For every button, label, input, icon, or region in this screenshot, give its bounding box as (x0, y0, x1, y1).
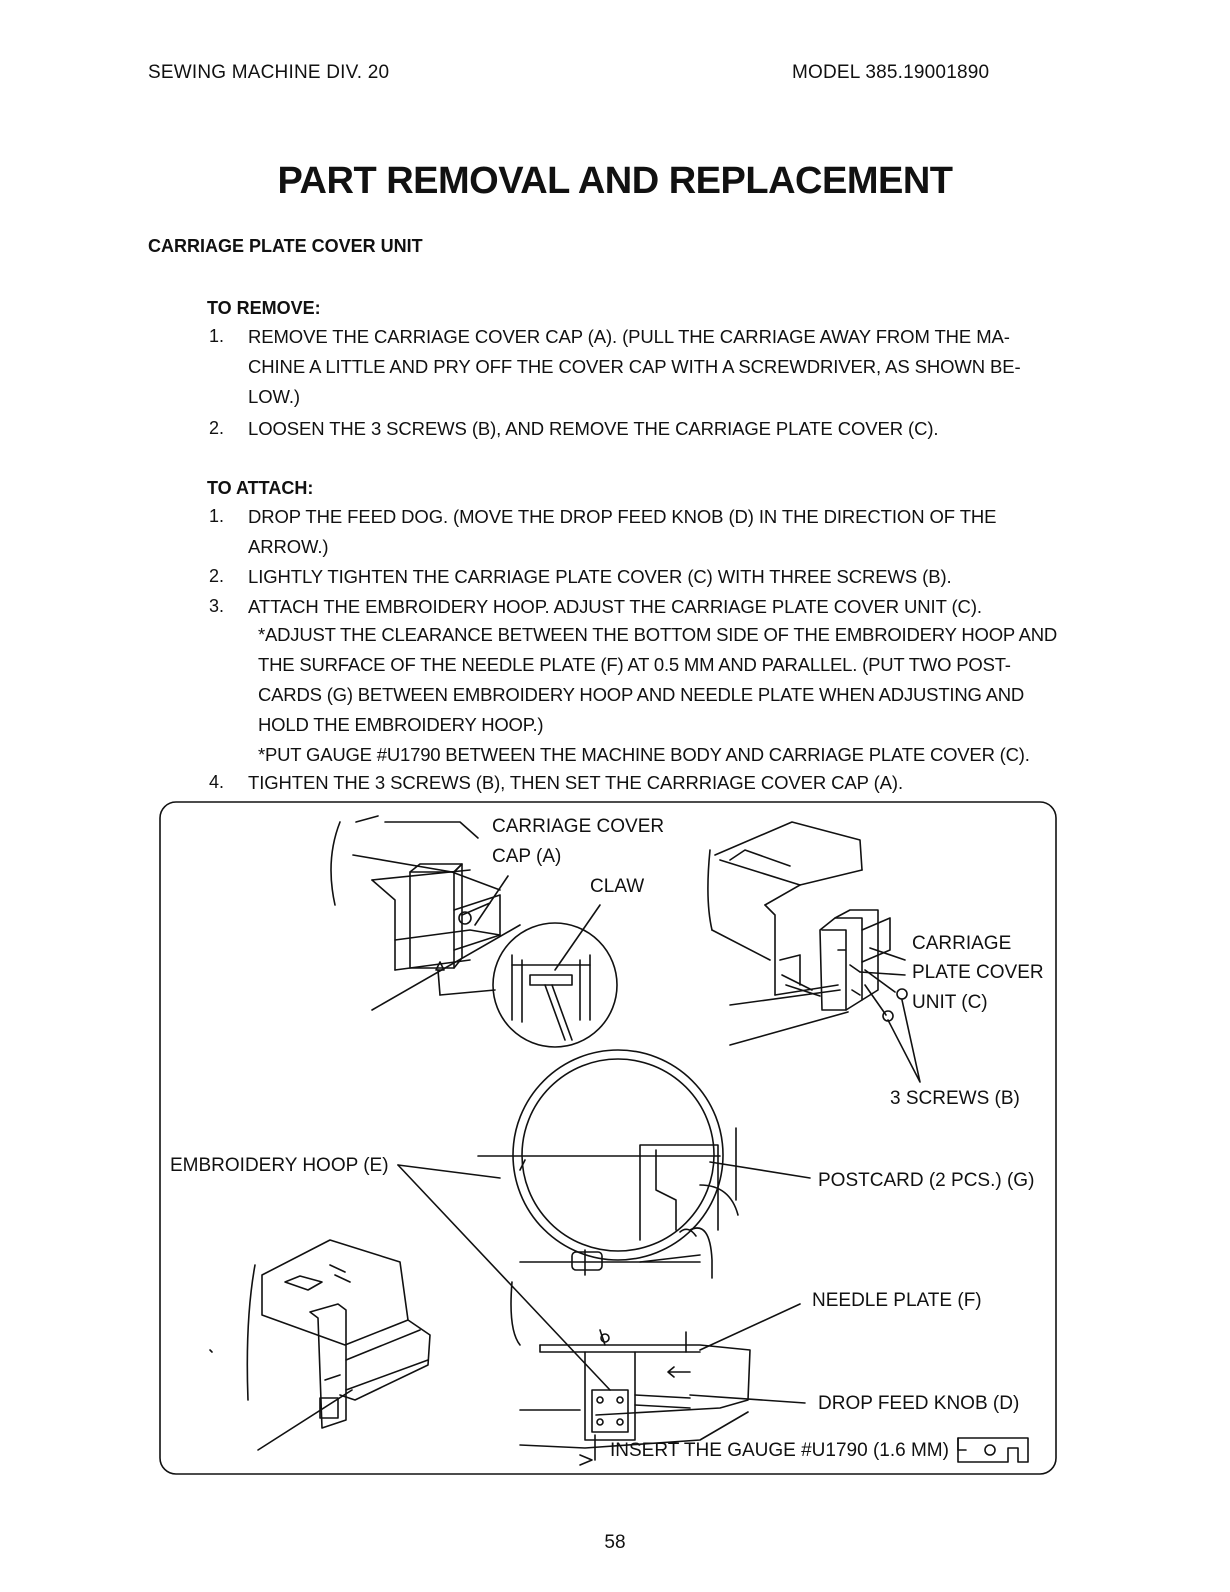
remove-step-1-line-3: LOW.) (248, 386, 300, 407)
attach-note-1-line-1: *ADJUST THE CLEARANCE BETWEEN THE BOTTOM SIDE OF THE EMBROIDERY HOOP AND (258, 624, 1058, 645)
attach-step-4-line-1: TIGHTEN THE 3 SCREWS (B), THEN SET THE CARRRIAGE COVER CAP (A). (248, 772, 904, 793)
label-cover-cap-line-1: CARRIAGE COVER (492, 816, 665, 837)
attach-step-3-line-1: ATTACH THE EMBROIDERY HOOP. ADJUST THE CARRIAGE PLATE COVER UNIT (C). (248, 596, 982, 617)
remove-step-1-line-2: CHINE A LITTLE AND PRY OFF THE COVER CAP WITH A SCREWDRIVER, AS SHOWN BE- (248, 356, 1021, 377)
attach-step-1-line-2: ARROW.) (248, 536, 329, 557)
attach-note-1-line-4: HOLD THE EMBROIDERY HOOP.) (258, 714, 544, 735)
remove-step-1-line-1: REMOVE THE CARRIAGE COVER CAP (A). (PULL THE CARRIAGE AWAY FROM THE MA- (248, 326, 1010, 347)
attach-heading: TO ATTACH: (207, 478, 314, 498)
claw-detail (493, 905, 617, 1047)
attach-step-1-num: 1. (209, 506, 225, 526)
figure-frame (160, 802, 1056, 1474)
needle-plate-drawing (511, 1282, 805, 1465)
label-claw: CLAW (590, 876, 645, 897)
machine-drawing (210, 1240, 430, 1450)
attach-step-4-num: 4. (209, 772, 225, 792)
remove-step-2-num: 2. (209, 418, 225, 438)
label-plate-cover-line-1: CARRIAGE (912, 933, 1012, 954)
label-needle-plate: NEEDLE PLATE (F) (812, 1290, 982, 1311)
label-postcard: POSTCARD (2 PCS.) (G) (818, 1170, 1035, 1191)
remove-heading: TO REMOVE: (207, 298, 321, 318)
attach-step-2-line-1: LIGHTLY TIGHTEN THE CARRIAGE PLATE COVER (C) WITH THREE SCREWS (B). (248, 566, 952, 587)
hoop-drawing (398, 1050, 810, 1390)
plate-cover-drawing (708, 822, 920, 1082)
attach-note-1-line-3: CARDS (G) BETWEEN EMBROIDERY HOOP AND NEEDLE PLATE WHEN ADJUSTING AND (258, 684, 1025, 705)
page-title: PART REMOVAL AND REPLACEMENT (277, 160, 953, 202)
attach-step-1-line-1: DROP THE FEED DOG. (MOVE THE DROP FEED KNOB (D) IN THE DIRECTION OF THE (248, 506, 997, 527)
label-screws: 3 SCREWS (B) (890, 1088, 1020, 1109)
label-plate-cover-line-3: UNIT (C) (912, 992, 988, 1013)
header-left: SEWING MACHINE DIV. 20 (148, 62, 390, 83)
label-cover-cap-line-2: CAP (A) (492, 846, 562, 867)
attach-note-2-line-1: *PUT GAUGE #U1790 BETWEEN THE MACHINE BODY AND CARRIAGE PLATE COVER (C). (258, 744, 1030, 765)
header-right: MODEL 385.19001890 (792, 62, 990, 83)
attach-note-1-line-2: THE SURFACE OF THE NEEDLE PLATE (F) AT 0.5 MM AND PARALLEL. (PUT TWO POST- (258, 654, 1011, 675)
remove-step-2-line-1: LOOSEN THE 3 SCREWS (B), AND REMOVE THE CARRIAGE PLATE COVER (C). (248, 418, 939, 439)
attach-step-2-num: 2. (209, 566, 225, 586)
attach-step-3-num: 3. (209, 596, 225, 616)
label-plate-cover-line-2: PLATE COVER (912, 962, 1044, 983)
remove-step-1-num: 1. (209, 326, 225, 346)
label-drop-feed-knob: DROP FEED KNOB (D) (818, 1393, 1020, 1414)
section-title: CARRIAGE PLATE COVER UNIT (148, 236, 423, 256)
label-gauge: INSERT THE GAUGE #U1790 (1.6 MM) (610, 1440, 949, 1461)
page-number: 58 (604, 1532, 626, 1553)
gauge-icon (958, 1438, 1028, 1462)
label-hoop: EMBROIDERY HOOP (E) (170, 1155, 389, 1176)
